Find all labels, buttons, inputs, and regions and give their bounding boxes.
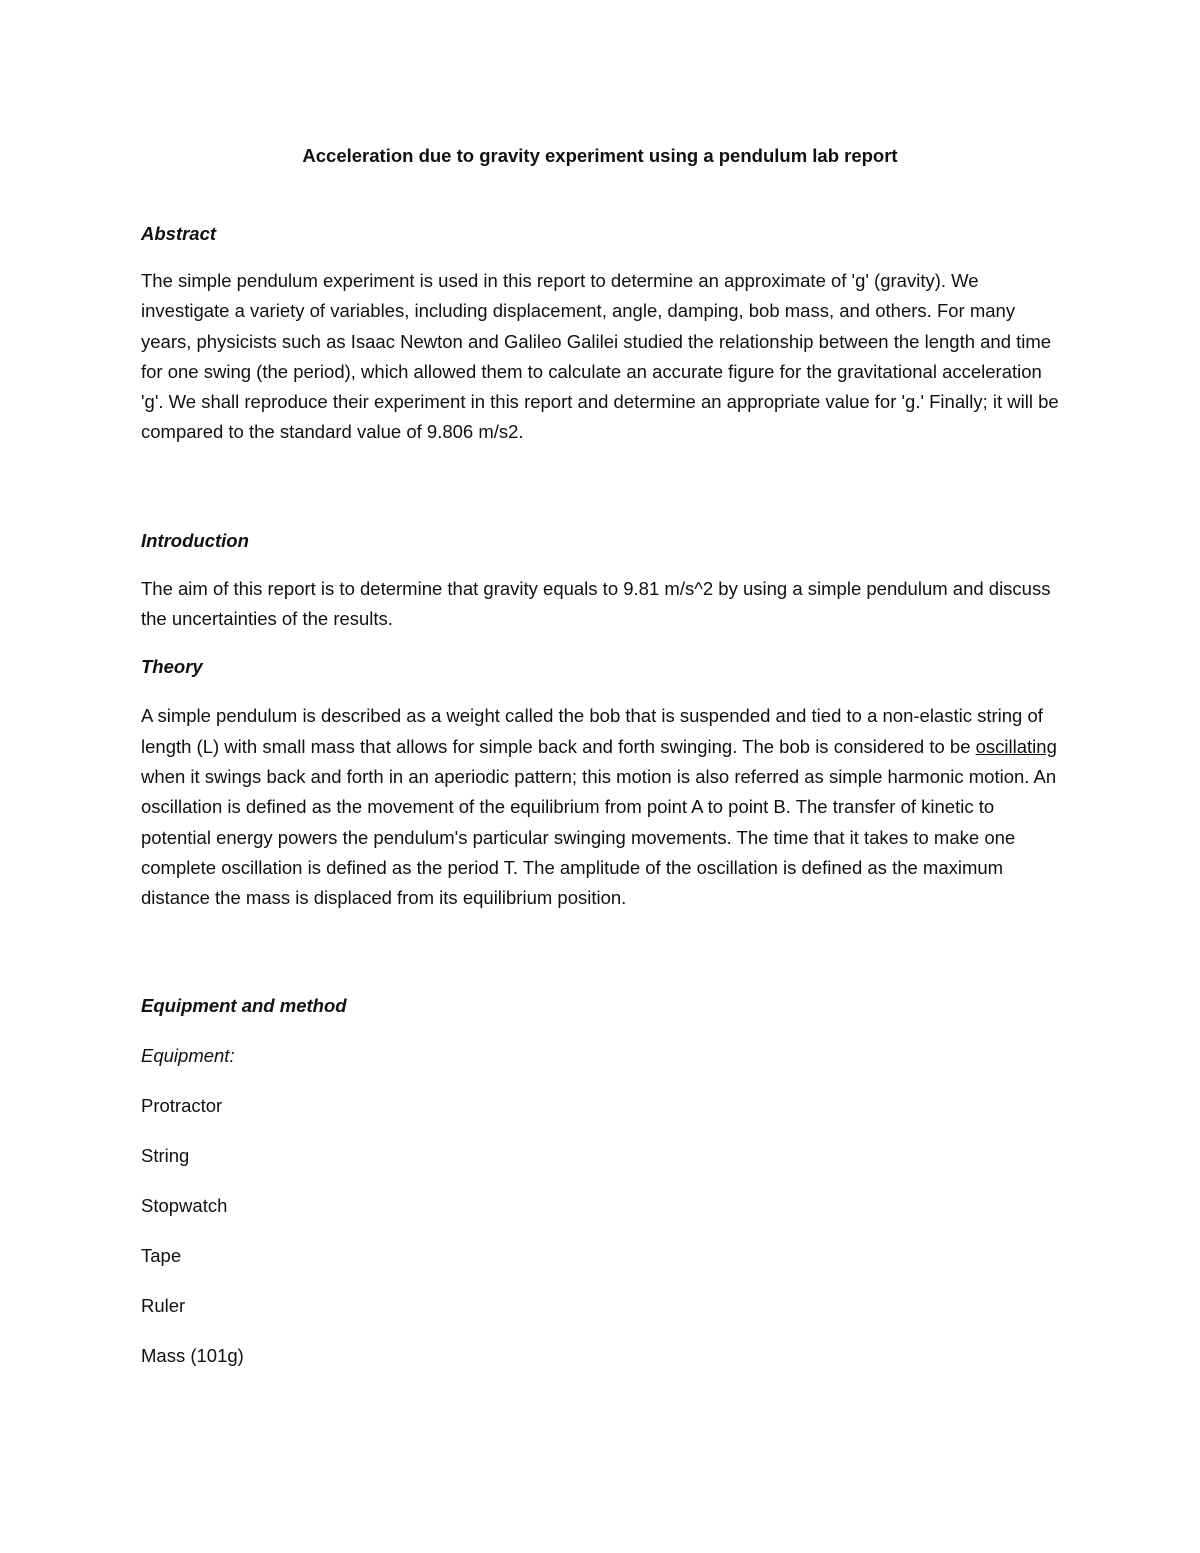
abstract-heading: Abstract <box>141 223 217 244</box>
theory-heading: Theory <box>141 656 203 678</box>
equipment-list <box>141 1091 1059 1371</box>
abstract-paragraph: The simple pendulum experiment is used in this report to determine an approximate of 'g' (gravity). We investigate a variety of variables, including displacement, angle, damping, bob mass, and others. For many years, physicists such as Isaac Newton and Galileo Galilei studied the relationship between the length and time for one swing (the period), which allowed them to calculate an accurate figure for the gravitational acceleration 'g'. We shall reproduce their experiment in this report and determine an appropriate value for 'g.' Finally; it will be compared to the standard value of 9.806 m/s2. <box>141 270 1059 443</box>
theory-text-part-2: when it swings back and forth in an aperiodic pattern; this motion is also referred as simple harmonic motion. An oscillation is defined as the movement of the equilibrium from point A to point B. The transfer of kinetic to potential energy powers the pendulum's particular swinging movements. The time that it takes to make one complete oscillation is defined as the period T. The amplitude of the oscillation is defined as the maximum distance the mass is displaced from its equilibrium position. <box>141 765 1057 909</box>
equipment-item: Ruler <box>141 1295 186 1317</box>
theory-paragraph <box>141 701 1059 913</box>
equipment-method-heading: Equipment and method <box>141 995 347 1017</box>
equipment-item: String <box>141 1145 190 1167</box>
document-body <box>141 141 1059 1371</box>
theory-text-part-1: A simple pendulum is described as a weight called the bob that is suspended and tied to a non-elastic string of length (L) with small mass that allows for simple back and forth swinging. The bob is considered to be <box>141 705 1043 757</box>
equipment-item: Stopwatch <box>141 1195 228 1217</box>
introduction-heading: Introduction <box>141 529 249 551</box>
document-title: Acceleration due to gravity experiment using a pendulum lab report <box>302 145 898 166</box>
equipment-label: Equipment: <box>141 1045 235 1067</box>
equipment-item: Protractor <box>141 1095 223 1117</box>
equipment-item: Mass (101g) <box>141 1345 244 1367</box>
theory-underlined-word: oscillating <box>975 735 1057 757</box>
equipment-item: Tape <box>141 1245 182 1267</box>
introduction-paragraph: The aim of this report is to determine that gravity equals to 9.81 m/s^2 by using a simple pendulum and discuss the uncertainties of the results. <box>141 577 1051 630</box>
